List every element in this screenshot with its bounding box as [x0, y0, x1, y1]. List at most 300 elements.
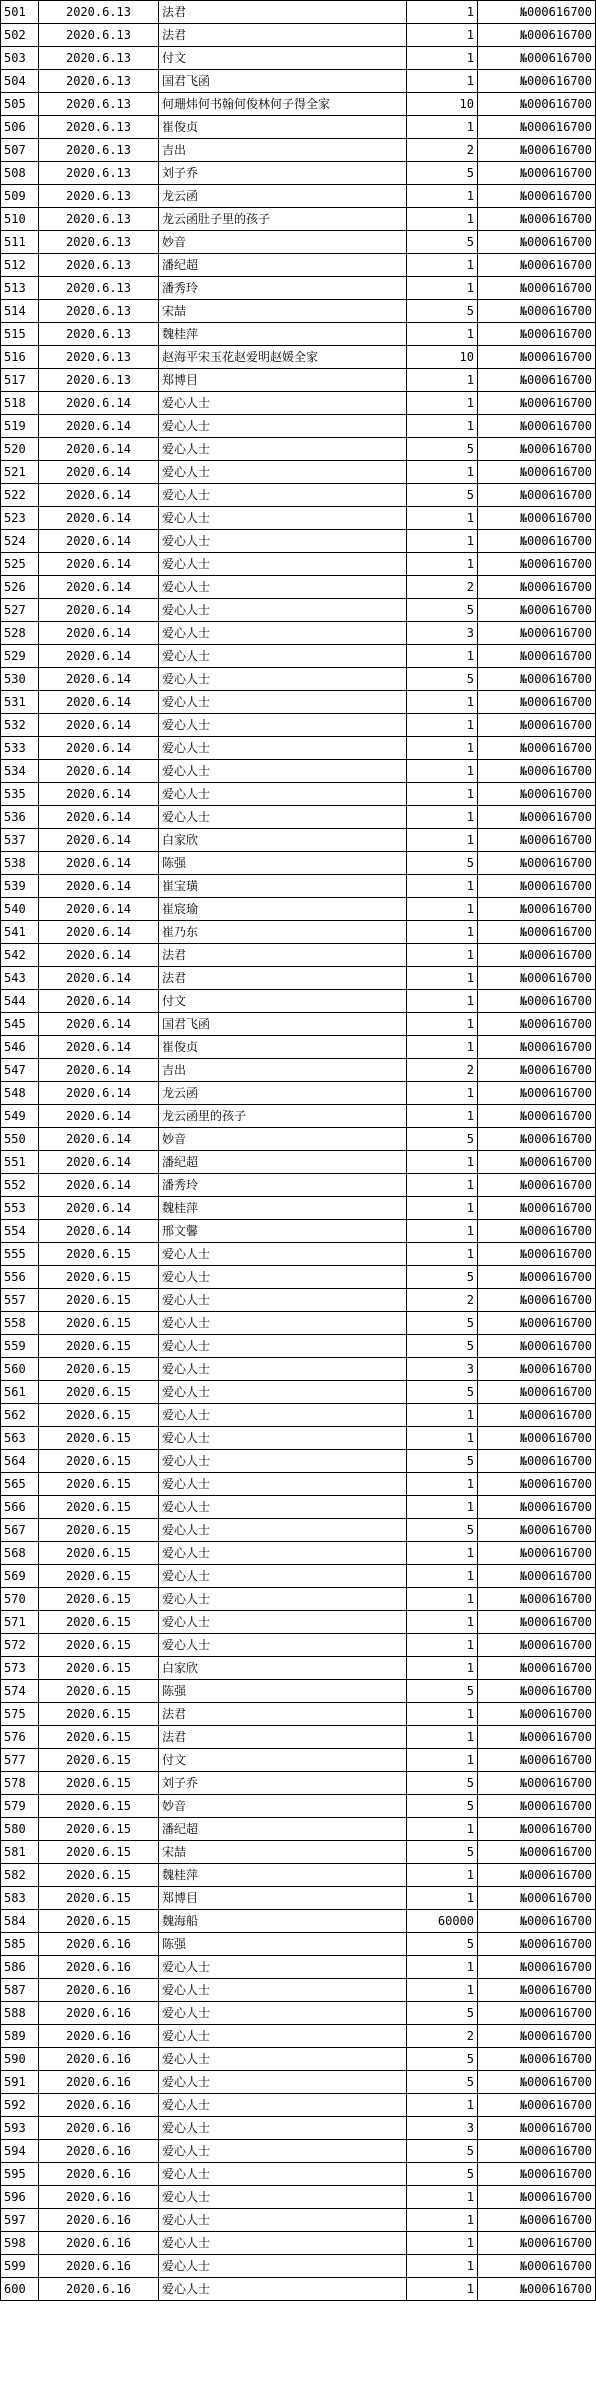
row-number: 596: [1, 2186, 39, 2209]
table-row: [1, 1703, 596, 1726]
donation-date: 2020.6.15: [39, 1381, 159, 1404]
donation-amount: 1: [407, 1013, 478, 1036]
donation-date: 2020.6.13: [39, 323, 159, 346]
receipt-number: №000616700: [478, 484, 596, 507]
table-row: [1, 1749, 596, 1772]
row-number: 542: [1, 944, 39, 967]
row-number: 551: [1, 1151, 39, 1174]
donor-name: 魏桂萍: [159, 1197, 407, 1220]
donation-date: 2020.6.14: [39, 691, 159, 714]
donor-name: 爱心人士: [159, 2163, 407, 2186]
donation-amount: 1: [407, 1427, 478, 1450]
table-row: [1, 2278, 596, 2301]
donor-name: 妙音: [159, 231, 407, 254]
row-number: 536: [1, 806, 39, 829]
table-row: [1, 1565, 596, 1588]
table-row: [1, 1243, 596, 1266]
donation-date: 2020.6.13: [39, 185, 159, 208]
receipt-number: №000616700: [478, 1864, 596, 1887]
donor-name: 白家欣: [159, 829, 407, 852]
donation-date: 2020.6.13: [39, 300, 159, 323]
donor-name: 爱心人士: [159, 1312, 407, 1335]
row-number: 583: [1, 1887, 39, 1910]
receipt-number: №000616700: [478, 162, 596, 185]
donation-amount: 1: [407, 2278, 478, 2301]
donation-date: 2020.6.15: [39, 1772, 159, 1795]
receipt-number: №000616700: [478, 24, 596, 47]
donor-name: 法君: [159, 1726, 407, 1749]
donor-name: 潘纪超: [159, 1151, 407, 1174]
donation-amount: 5: [407, 1128, 478, 1151]
donation-amount: 1: [407, 2255, 478, 2278]
table-row: [1, 277, 596, 300]
receipt-number: №000616700: [478, 1427, 596, 1450]
receipt-number: №000616700: [478, 346, 596, 369]
donation-date: 2020.6.16: [39, 2094, 159, 2117]
row-number: 564: [1, 1450, 39, 1473]
table-row: [1, 438, 596, 461]
donation-amount: 1: [407, 944, 478, 967]
receipt-number: №000616700: [478, 806, 596, 829]
donation-amount: 5: [407, 1312, 478, 1335]
receipt-number: №000616700: [478, 2255, 596, 2278]
donation-amount: 1: [407, 1220, 478, 1243]
table-row: [1, 116, 596, 139]
row-number: 530: [1, 668, 39, 691]
receipt-number: №000616700: [478, 93, 596, 116]
table-row: [1, 1381, 596, 1404]
donation-date: 2020.6.16: [39, 1979, 159, 2002]
receipt-number: №000616700: [478, 553, 596, 576]
row-number: 528: [1, 622, 39, 645]
row-number: 560: [1, 1358, 39, 1381]
receipt-number: №000616700: [478, 1197, 596, 1220]
donation-date: 2020.6.13: [39, 277, 159, 300]
table-row: [1, 1013, 596, 1036]
donation-amount: 5: [407, 2002, 478, 2025]
row-number: 507: [1, 139, 39, 162]
donation-date: 2020.6.15: [39, 1657, 159, 1680]
table-row: [1, 1542, 596, 1565]
donation-date: 2020.6.16: [39, 2140, 159, 2163]
donation-amount: 1: [407, 1657, 478, 1680]
donor-name: 宋喆: [159, 300, 407, 323]
receipt-number: №000616700: [478, 47, 596, 70]
donor-name: 龙云函肚子里的孩子: [159, 208, 407, 231]
donation-amount: 1: [407, 760, 478, 783]
receipt-number: №000616700: [478, 1220, 596, 1243]
donation-date: 2020.6.15: [39, 1427, 159, 1450]
table-row: [1, 2094, 596, 2117]
row-number: 534: [1, 760, 39, 783]
row-number: 535: [1, 783, 39, 806]
donor-name: 爱心人士: [159, 760, 407, 783]
donation-amount: 1: [407, 1151, 478, 1174]
table-row: [1, 47, 596, 70]
donation-amount: 1: [407, 208, 478, 231]
table-row: [1, 553, 596, 576]
table-row: [1, 2071, 596, 2094]
table-row: [1, 737, 596, 760]
table-row: [1, 1818, 596, 1841]
row-number: 586: [1, 1956, 39, 1979]
receipt-number: №000616700: [478, 507, 596, 530]
donation-amount: 2: [407, 1059, 478, 1082]
table-row: [1, 185, 596, 208]
row-number: 503: [1, 47, 39, 70]
donation-date: 2020.6.14: [39, 1013, 159, 1036]
donor-name: 邢文馨: [159, 1220, 407, 1243]
row-number: 600: [1, 2278, 39, 2301]
receipt-number: №000616700: [478, 1174, 596, 1197]
donor-name: 爱心人士: [159, 1358, 407, 1381]
row-number: 553: [1, 1197, 39, 1220]
donor-name: 爱心人士: [159, 1519, 407, 1542]
receipt-number: №000616700: [478, 1887, 596, 1910]
donor-name: 龙云函: [159, 185, 407, 208]
receipt-number: №000616700: [478, 2232, 596, 2255]
row-number: 523: [1, 507, 39, 530]
donor-name: 陈强: [159, 852, 407, 875]
row-number: 502: [1, 24, 39, 47]
table-row: [1, 1450, 596, 1473]
donation-date: 2020.6.16: [39, 2255, 159, 2278]
receipt-number: №000616700: [478, 990, 596, 1013]
receipt-number: №000616700: [478, 1266, 596, 1289]
table-row: [1, 70, 596, 93]
donation-amount: 1: [407, 645, 478, 668]
donor-name: 爱心人士: [159, 530, 407, 553]
donation-amount: 1: [407, 47, 478, 70]
receipt-number: №000616700: [478, 1611, 596, 1634]
table-row: [1, 1887, 596, 1910]
receipt-number: №000616700: [478, 208, 596, 231]
donation-amount: 3: [407, 1358, 478, 1381]
row-number: 513: [1, 277, 39, 300]
receipt-number: №000616700: [478, 691, 596, 714]
table-row: [1, 1174, 596, 1197]
donor-name: 爱心人士: [159, 392, 407, 415]
table-row: [1, 2048, 596, 2071]
row-number: 518: [1, 392, 39, 415]
donor-name: 崔宝璜: [159, 875, 407, 898]
donor-name: 法君: [159, 24, 407, 47]
donor-name: 付文: [159, 1749, 407, 1772]
donor-name: 爱心人士: [159, 1565, 407, 1588]
donation-date: 2020.6.16: [39, 2186, 159, 2209]
receipt-number: №000616700: [478, 1358, 596, 1381]
donation-date: 2020.6.13: [39, 369, 159, 392]
table-row: [1, 875, 596, 898]
table-row: [1, 93, 596, 116]
receipt-number: №000616700: [478, 300, 596, 323]
receipt-number: №000616700: [478, 438, 596, 461]
donor-name: 爱心人士: [159, 1979, 407, 2002]
row-number: 527: [1, 599, 39, 622]
donor-name: 陈强: [159, 1933, 407, 1956]
table-row: [1, 921, 596, 944]
receipt-number: №000616700: [478, 415, 596, 438]
row-number: 565: [1, 1473, 39, 1496]
receipt-number: №000616700: [478, 1680, 596, 1703]
receipt-number: №000616700: [478, 185, 596, 208]
donation-date: 2020.6.13: [39, 231, 159, 254]
donor-name: 潘纪超: [159, 254, 407, 277]
receipt-number: №000616700: [478, 668, 596, 691]
donation-date: 2020.6.13: [39, 162, 159, 185]
row-number: 521: [1, 461, 39, 484]
row-number: 531: [1, 691, 39, 714]
donation-date: 2020.6.15: [39, 1335, 159, 1358]
row-number: 554: [1, 1220, 39, 1243]
row-number: 532: [1, 714, 39, 737]
donation-date: 2020.6.14: [39, 921, 159, 944]
donation-date: 2020.6.14: [39, 507, 159, 530]
row-number: 543: [1, 967, 39, 990]
table-row: [1, 369, 596, 392]
table-row: [1, 691, 596, 714]
donation-date: 2020.6.14: [39, 415, 159, 438]
row-number: 506: [1, 116, 39, 139]
donation-amount: 5: [407, 1519, 478, 1542]
donation-date: 2020.6.13: [39, 1, 159, 24]
donor-name: 爱心人士: [159, 1335, 407, 1358]
donation-date: 2020.6.16: [39, 2002, 159, 2025]
row-number: 505: [1, 93, 39, 116]
donor-name: 付文: [159, 47, 407, 70]
table-row: [1, 1657, 596, 1680]
row-number: 574: [1, 1680, 39, 1703]
donation-amount: 1: [407, 806, 478, 829]
receipt-number: №000616700: [478, 254, 596, 277]
donation-date: 2020.6.16: [39, 1956, 159, 1979]
donation-date: 2020.6.14: [39, 576, 159, 599]
donor-name: 吉出: [159, 139, 407, 162]
donor-name: 爱心人士: [159, 1956, 407, 1979]
receipt-number: №000616700: [478, 1243, 596, 1266]
donation-amount: 1: [407, 116, 478, 139]
table-row: [1, 346, 596, 369]
donation-date: 2020.6.15: [39, 1519, 159, 1542]
donation-amount: 1: [407, 369, 478, 392]
receipt-number: №000616700: [478, 737, 596, 760]
donation-date: 2020.6.14: [39, 438, 159, 461]
table-row: [1, 1588, 596, 1611]
row-number: 533: [1, 737, 39, 760]
donation-date: 2020.6.13: [39, 346, 159, 369]
row-number: 570: [1, 1588, 39, 1611]
donor-name: 爱心人士: [159, 2071, 407, 2094]
row-number: 559: [1, 1335, 39, 1358]
row-number: 562: [1, 1404, 39, 1427]
donation-date: 2020.6.16: [39, 2163, 159, 2186]
table-row: [1, 829, 596, 852]
receipt-number: №000616700: [478, 277, 596, 300]
donor-name: 爱心人士: [159, 1427, 407, 1450]
donation-date: 2020.6.15: [39, 1749, 159, 1772]
table-row: [1, 254, 596, 277]
donation-date: 2020.6.15: [39, 1404, 159, 1427]
donation-amount: 1: [407, 1473, 478, 1496]
donation-date: 2020.6.13: [39, 208, 159, 231]
table-row: [1, 1634, 596, 1657]
table-row: [1, 2255, 596, 2278]
row-number: 580: [1, 1818, 39, 1841]
donation-amount: 1: [407, 507, 478, 530]
donation-amount: 1: [407, 24, 478, 47]
row-number: 548: [1, 1082, 39, 1105]
donation-date: 2020.6.15: [39, 1680, 159, 1703]
donor-name: 爱心人士: [159, 599, 407, 622]
donor-name: 魏桂萍: [159, 1864, 407, 1887]
row-number: 514: [1, 300, 39, 323]
donation-date: 2020.6.14: [39, 806, 159, 829]
donation-amount: 1: [407, 737, 478, 760]
row-number: 589: [1, 2025, 39, 2048]
table-row: [1, 1795, 596, 1818]
receipt-number: №000616700: [478, 852, 596, 875]
receipt-number: №000616700: [478, 2140, 596, 2163]
row-number: 573: [1, 1657, 39, 1680]
row-number: 539: [1, 875, 39, 898]
receipt-number: №000616700: [478, 1795, 596, 1818]
donor-name: 白家欣: [159, 1657, 407, 1680]
row-number: 515: [1, 323, 39, 346]
donor-name: 妙音: [159, 1795, 407, 1818]
row-number: 587: [1, 1979, 39, 2002]
table-row: [1, 208, 596, 231]
receipt-number: №000616700: [478, 139, 596, 162]
donor-name: 爱心人士: [159, 438, 407, 461]
receipt-number: №000616700: [478, 392, 596, 415]
row-number: 520: [1, 438, 39, 461]
receipt-number: №000616700: [478, 1289, 596, 1312]
row-number: 581: [1, 1841, 39, 1864]
donation-date: 2020.6.14: [39, 760, 159, 783]
donor-name: 爱心人士: [159, 1611, 407, 1634]
receipt-number: №000616700: [478, 967, 596, 990]
donation-date: 2020.6.16: [39, 2232, 159, 2255]
donation-amount: 5: [407, 300, 478, 323]
row-number: 594: [1, 2140, 39, 2163]
donation-amount: 5: [407, 2071, 478, 2094]
donor-name: 爱心人士: [159, 1496, 407, 1519]
donation-date: 2020.6.14: [39, 1036, 159, 1059]
donation-date: 2020.6.14: [39, 1174, 159, 1197]
donation-amount: 5: [407, 1772, 478, 1795]
receipt-number: №000616700: [478, 1381, 596, 1404]
donation-date: 2020.6.15: [39, 1542, 159, 1565]
donation-amount: 10: [407, 346, 478, 369]
receipt-number: №000616700: [478, 1841, 596, 1864]
table-row: [1, 1289, 596, 1312]
table-row: [1, 576, 596, 599]
table-row: [1, 1059, 596, 1082]
donation-amount: 1: [407, 1082, 478, 1105]
row-number: 537: [1, 829, 39, 852]
donation-amount: 1: [407, 1956, 478, 1979]
donation-date: 2020.6.14: [39, 829, 159, 852]
donation-amount: 1: [407, 1542, 478, 1565]
table-row: [1, 1841, 596, 1864]
table-row: [1, 1726, 596, 1749]
donation-amount: 5: [407, 484, 478, 507]
donation-date: 2020.6.14: [39, 737, 159, 760]
donation-date: 2020.6.13: [39, 24, 159, 47]
donor-name: 法君: [159, 1, 407, 24]
donation-amount: 1: [407, 1588, 478, 1611]
donation-date: 2020.6.14: [39, 875, 159, 898]
donor-name: 魏海船: [159, 1910, 407, 1933]
row-number: 529: [1, 645, 39, 668]
donation-amount: 5: [407, 1680, 478, 1703]
donor-name: 崔乃东: [159, 921, 407, 944]
table-row: [1, 2163, 596, 2186]
row-number: 552: [1, 1174, 39, 1197]
donor-name: 爱心人士: [159, 1243, 407, 1266]
donor-name: 何珊炜何书翰何俊林何子得全家: [159, 93, 407, 116]
donation-table-body: [1, 1, 596, 2301]
table-row: [1, 323, 596, 346]
receipt-number: №000616700: [478, 622, 596, 645]
donation-amount: 1: [407, 990, 478, 1013]
donation-amount: 1: [407, 2186, 478, 2209]
table-row: [1, 1036, 596, 1059]
donation-amount: 1: [407, 1565, 478, 1588]
donation-amount: 1: [407, 553, 478, 576]
table-row: [1, 415, 596, 438]
receipt-number: №000616700: [478, 1979, 596, 2002]
row-number: 509: [1, 185, 39, 208]
table-row: [1, 714, 596, 737]
donor-name: 法君: [159, 944, 407, 967]
donation-amount: 5: [407, 1933, 478, 1956]
receipt-number: №000616700: [478, 461, 596, 484]
receipt-number: №000616700: [478, 70, 596, 93]
row-number: 569: [1, 1565, 39, 1588]
donation-amount: 1: [407, 1979, 478, 2002]
donation-date: 2020.6.15: [39, 1841, 159, 1864]
donor-name: 爱心人士: [159, 737, 407, 760]
donation-date: 2020.6.15: [39, 1703, 159, 1726]
table-row: [1, 162, 596, 185]
row-number: 597: [1, 2209, 39, 2232]
donor-name: 爱心人士: [159, 714, 407, 737]
donor-name: 爱心人士: [159, 622, 407, 645]
donor-name: 妙音: [159, 1128, 407, 1151]
donation-date: 2020.6.14: [39, 461, 159, 484]
row-number: 568: [1, 1542, 39, 1565]
table-row: [1, 231, 596, 254]
donation-amount: 5: [407, 852, 478, 875]
table-row: [1, 2186, 596, 2209]
row-number: 526: [1, 576, 39, 599]
donation-date: 2020.6.15: [39, 1266, 159, 1289]
row-number: 593: [1, 2117, 39, 2140]
receipt-number: №000616700: [478, 1933, 596, 1956]
receipt-number: №000616700: [478, 1726, 596, 1749]
receipt-number: №000616700: [478, 2209, 596, 2232]
donation-amount: 1: [407, 1634, 478, 1657]
donor-name: 付文: [159, 990, 407, 1013]
donation-date: 2020.6.13: [39, 47, 159, 70]
donation-date: 2020.6.15: [39, 1496, 159, 1519]
donation-date: 2020.6.13: [39, 254, 159, 277]
donation-date: 2020.6.14: [39, 668, 159, 691]
table-row: [1, 1105, 596, 1128]
donation-amount: 5: [407, 2048, 478, 2071]
donation-date: 2020.6.15: [39, 1312, 159, 1335]
